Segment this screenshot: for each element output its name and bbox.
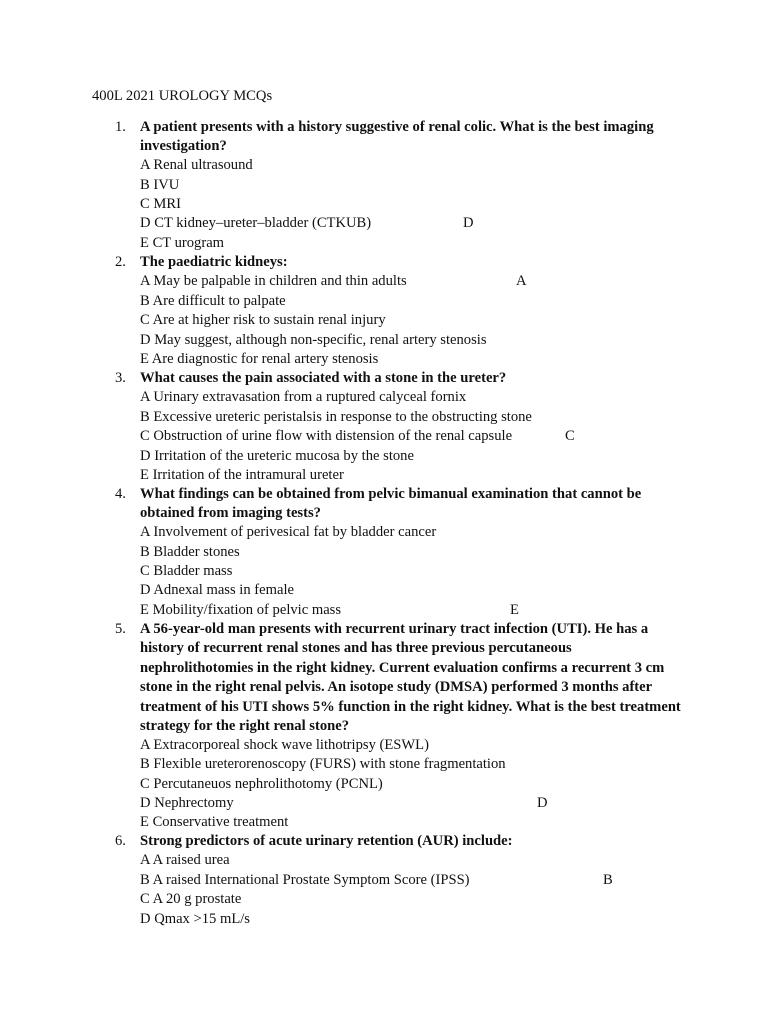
option-c: C A 20 g prostate: [140, 891, 242, 907]
option-a: A Renal ultrasound: [140, 157, 253, 173]
option-c: C Bladder mass: [140, 563, 233, 579]
option-b: B Are difficult to palpate: [140, 293, 286, 309]
question-number: 3.: [115, 370, 126, 386]
option-e: E Mobility/fixation of pelvic mass: [140, 602, 342, 618]
answer-mark: B: [603, 872, 613, 888]
question-number: 1.: [115, 119, 126, 135]
option-a: A Extracorporeal shock wave lithotripsy (ESWL): [140, 737, 429, 753]
option-b: B A raised International Prostate Symptom Score (IPSS): [140, 872, 470, 888]
option-c: C MRI: [140, 196, 181, 212]
answer-mark: C: [565, 428, 575, 444]
option-b: B Flexible ureterorenoscopy (FURS) with stone fragmentation: [140, 756, 506, 772]
option-c: C Obstruction of urine flow with distension of the renal capsule: [140, 428, 513, 444]
option-b: B IVU: [140, 177, 180, 193]
question-text: Strong predictors of acute urinary retention (AUR) include:: [140, 833, 513, 849]
question-number: 4.: [115, 486, 126, 502]
question-number: 6.: [115, 833, 126, 849]
answer-mark: D: [537, 795, 548, 811]
question-text: What causes the pain associated with a stone in the ureter?: [140, 370, 507, 386]
option-d: D Adnexal mass in female: [140, 582, 295, 598]
option-e: E Are diagnostic for renal artery stenosis: [140, 351, 379, 367]
question-text: A 56-year-old man presents with recurrent urinary tract infection (UTI). He has a history of recurrent renal stones and has three previous percutaneous nephrolithotomies in the right kidney. Current evaluation confirms a recurrent 3 cm stone in the right renal pelvis. An isotope study (DMSA) performed 3 months after treatment of his UTI shows 5% function in the right kidney. What is the best treatment strategy for the right renal stone?: [140, 621, 681, 735]
option-e: E Irritation of the intramural ureter: [140, 467, 344, 483]
question-number: 2.: [115, 254, 126, 270]
option-b: B Excessive ureteric peristalsis in response to the obstructing stone: [140, 409, 532, 425]
question-text: A patient presents with a history suggestive of renal colic. What is the best imaging investigation?: [140, 119, 654, 155]
option-d: D CT kidney–ureter–bladder (CTKUB): [140, 215, 372, 231]
option-c: C Are at higher risk to sustain renal injury: [140, 312, 386, 328]
option-a: A A raised urea: [140, 852, 230, 868]
question-number: 5.: [115, 621, 126, 637]
option-a: A Involvement of perivesical fat by bladder cancer: [140, 524, 437, 540]
option-e: E Conservative treatment: [140, 814, 289, 830]
option-a: A May be palpable in children and thin adults: [140, 273, 407, 289]
option-e: E CT urogram: [140, 235, 225, 251]
question-text: The paediatric kidneys:: [140, 254, 288, 270]
option-a: A Urinary extravasation from a ruptured calyceal fornix: [140, 389, 467, 405]
answer-mark: D: [463, 215, 474, 231]
question-text: What findings can be obtained from pelvic bimanual examination that cannot be obtained from imaging tests?: [140, 486, 642, 522]
option-d: D May suggest, although non-specific, renal artery stenosis: [140, 332, 487, 348]
option-d: D Nephrectomy: [140, 795, 234, 811]
option-c: C Percutaneuos nephrolithotomy (PCNL): [140, 776, 383, 792]
document-title: 400L 2021 UROLOGY MCQs: [92, 88, 273, 104]
option-d: D Irritation of the ureteric mucosa by the stone: [140, 448, 414, 464]
option-d: D Qmax >15 mL/s: [140, 911, 250, 927]
answer-mark: E: [510, 602, 519, 618]
answer-mark: A: [516, 273, 527, 289]
option-b: B Bladder stones: [140, 544, 240, 560]
